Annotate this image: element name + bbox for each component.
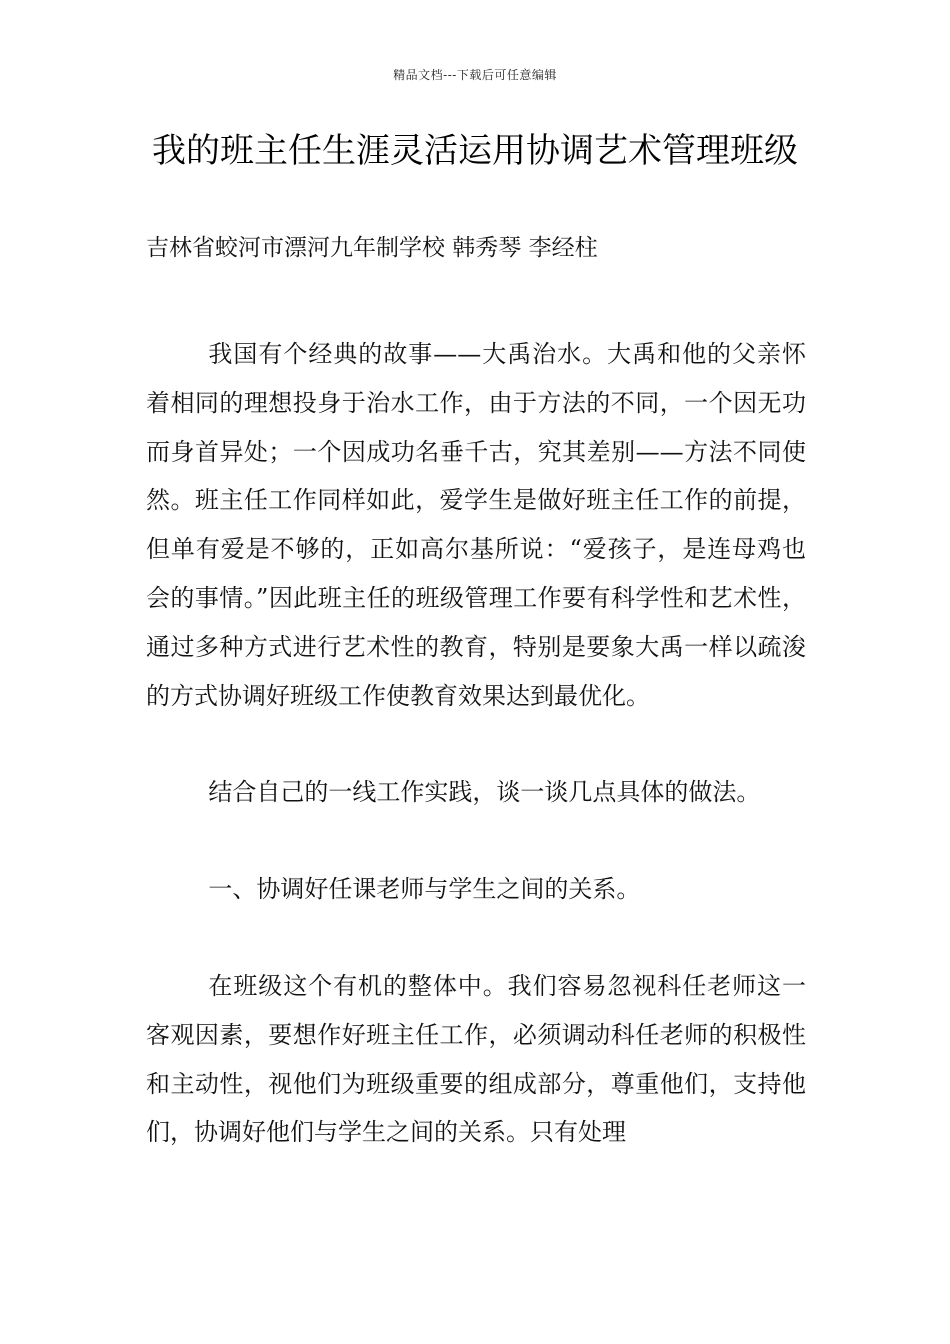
paragraph-practice: 结合自己的一线工作实践，谈一谈几点具体的做法。 (208, 778, 761, 807)
document-title: 我的班主任生涯灵活运用协调艺术管理班级 (152, 131, 798, 171)
author-line: 吉林省蛟河市漂河九年制学校 韩秀琴 李经柱 (146, 235, 598, 261)
section-heading-1: 一、协调好任课老师与学生之间的关系。 (208, 875, 641, 904)
paragraph-intro: 我国有个经典的故事——大禹治水。大禹和他的父亲怀着相同的理想投身于治水工作，由于方法的不同，一个因无功而身首异处；一个因成功名垂千古，究其差别——方法不同使然。班主任工作同样如此，爱学生是做好班主任工作的前提，但单有爱是不够的，正如高尔基所说：“爱孩子，是连母鸡也会的事情。”因此班主任的班级管理工作要有科学性和艺术性，通过多种方式进行艺术性的教育，特别是要象大禹一样以疏浚的方式协调好班级工作使教育效果达到最优化。 (146, 340, 806, 710)
paragraph-section-1: 在班级这个有机的整体中。我们容易忽视科任老师这一客观因素，要想作好班主任工作，必须调动科任老师的积极性和主动性，视他们为班级重要的组成部分，尊重他们，支持他们，协调好他们与学生之间的关系。只有处理 (146, 971, 806, 1147)
header-note: 精品文档---下载后可任意编辑 (393, 68, 557, 82)
document-body (146, 330, 806, 1157)
